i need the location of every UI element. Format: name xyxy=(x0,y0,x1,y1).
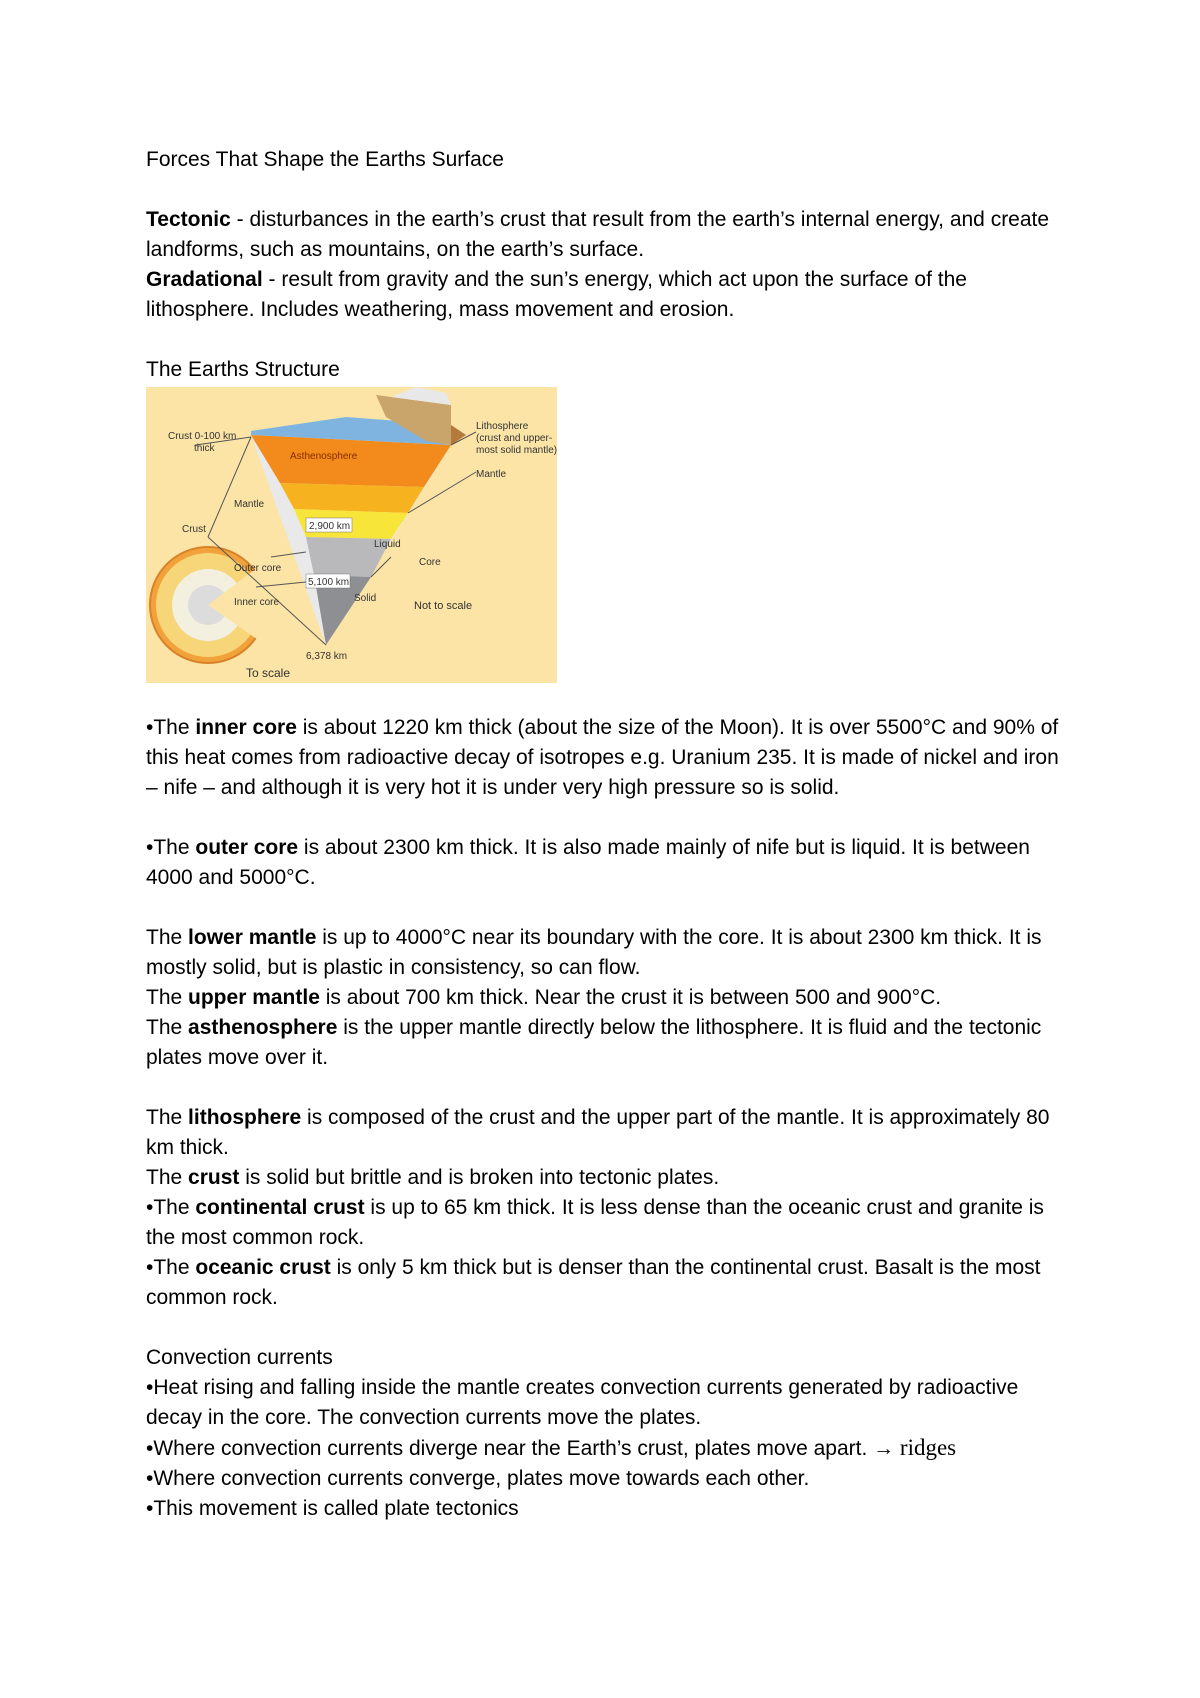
term-lithosphere: lithosphere xyxy=(188,1106,302,1129)
continental-crust-paragraph: •The continental crust is up to 65 km thick. It is less dense than the oceanic crust and granite is the most common rock. xyxy=(146,1196,1044,1249)
label-lithosphere-2: (crust and upper- xyxy=(476,433,553,444)
crust-paragraph: The crust is solid but brittle and is broken into tectonic plates. xyxy=(146,1166,720,1189)
convection-bullet-2: •Where convection currents diverge near the Earth’s crust, plates move apart. → ridges xyxy=(146,1435,957,1460)
label-mantle-right: Mantle xyxy=(476,469,507,480)
term-oceanic-crust: oceanic crust xyxy=(195,1256,331,1279)
term-lower-mantle: lower mantle xyxy=(188,926,317,949)
label-core: Core xyxy=(419,557,441,568)
arrow-icon: → xyxy=(873,1437,895,1460)
upper-mantle-paragraph: The upper mantle is about 700 km thick. Near the crust it is between 500 and 900°C. xyxy=(146,986,942,1009)
term-inner-core: inner core xyxy=(195,716,297,739)
document-page xyxy=(146,145,1066,1524)
label-lithosphere-3: most solid mantle) xyxy=(476,445,557,456)
label-asthenosphere: Asthenosphere xyxy=(290,451,358,462)
convection-bullet-1: •Heat rising and falling inside the mantle creates convection currents generated by radioactive decay in the core. The convection currents move the plates. xyxy=(146,1376,1019,1429)
term-asthenosphere: asthenosphere xyxy=(188,1016,338,1039)
label-mantle-left: Mantle xyxy=(234,499,265,510)
convection-bullet-4: •This movement is called plate tectonics xyxy=(146,1497,519,1520)
label-depth-6378: 6,378 km xyxy=(306,651,348,662)
label-crust-thick: Crust 0-100 km xyxy=(168,431,237,442)
term-tectonic: Tectonic xyxy=(146,208,231,231)
label-crust-thick-2: thick xyxy=(194,443,215,454)
lithosphere-paragraph: The lithosphere is composed of the crust and the upper part of the mantle. It is approximately 80 km thick. xyxy=(146,1106,1050,1159)
label-lithosphere: Lithosphere xyxy=(476,421,529,432)
earth-structure-diagram xyxy=(146,387,557,683)
document-title: Forces That Shape the Earths Surface xyxy=(146,148,504,171)
structure-heading: The Earths Structure xyxy=(146,358,340,381)
term-outer-core: outer core xyxy=(195,836,299,859)
label-depth-2900: 2,900 km xyxy=(309,521,351,532)
convection-heading: Convection currents xyxy=(146,1346,333,1369)
label-outer-core: Outer core xyxy=(234,563,282,574)
tectonic-definition: Tectonic - disturbances in the earth’s crust that result from the earth’s internal energy, and create landforms, such as mountains, on the earth’s surface. xyxy=(146,208,1050,261)
gradational-definition: Gradational - result from gravity and the sun’s energy, which act upon the surface of the lithosphere. Includes weathering, mass movement and erosion. xyxy=(146,268,967,321)
oceanic-crust-paragraph: •The oceanic crust is only 5 km thick but is denser than the continental crust. Basalt is the most common rock. xyxy=(146,1256,1041,1309)
label-crust: Crust xyxy=(182,524,206,535)
lower-mantle-paragraph: The lower mantle is up to 4000°C near its boundary with the core. It is about 2300 km thick. It is mostly solid, but is plastic in consistency, so can flow. xyxy=(146,926,1042,979)
term-upper-mantle: upper mantle xyxy=(188,986,320,1009)
term-crust: crust xyxy=(188,1166,240,1189)
label-inner-core: Inner core xyxy=(234,597,280,608)
label-liquid: Liquid xyxy=(374,539,401,550)
term-gradational: Gradational xyxy=(146,268,263,291)
label-solid: Solid xyxy=(354,593,377,604)
label-not-to-scale: Not to scale xyxy=(414,600,473,612)
outer-core-paragraph: •The outer core is about 2300 km thick. It is also made mainly of nife but is liquid. It is between 4000 and 5000°C. xyxy=(146,836,1030,889)
label-depth-5100: 5,100 km xyxy=(308,577,350,588)
asthenosphere-paragraph: The asthenosphere is the upper mantle directly below the lithosphere. It is fluid and the tectonic plates move over it. xyxy=(146,1016,1042,1069)
label-to-scale: To scale xyxy=(246,666,291,680)
ridges-text: ridges xyxy=(894,1435,957,1460)
inner-core-paragraph: •The inner core is about 1220 km thick (about the size of the Moon). It is over 5500°C and 90% of this heat comes from radioactive decay of isotropes e.g. Uranium 235. It is made of nickel and iron – nife – and although it is very hot it is under very high pressure so is solid. xyxy=(146,716,1059,799)
convection-bullet-3: •Where convection currents converge, plates move towards each other. xyxy=(146,1467,810,1490)
term-continental-crust: continental crust xyxy=(195,1196,365,1219)
